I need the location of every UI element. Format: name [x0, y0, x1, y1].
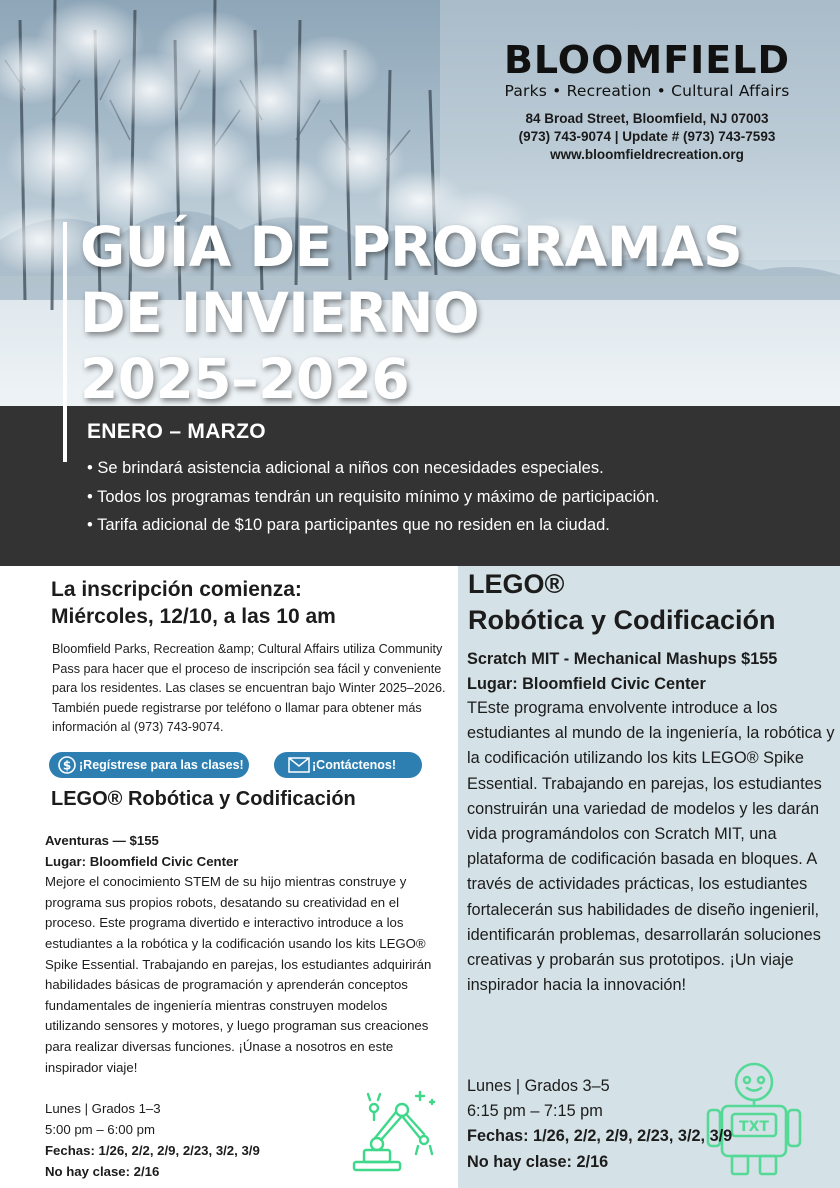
info-bullet: • Tarifa adicional de $10 para participantes que no residen en la ciudad.: [87, 516, 610, 534]
contact-button-label: ¡Contáctenos!: [312, 758, 397, 772]
title-accent-bar: [63, 222, 67, 406]
right-column: [458, 566, 840, 1188]
register-button[interactable]: [49, 752, 249, 778]
brand-address: 84 Broad Street, Bloomfield, NJ 07003: [525, 111, 769, 126]
left-column: [0, 566, 458, 1188]
brand-block: [487, 40, 807, 164]
info-band: [0, 406, 840, 566]
lego-right-location: Lugar: Bloomfield Civic Center: [467, 675, 706, 693]
info-bullets: [87, 454, 659, 540]
brand-phones: (973) 743-9074 | Update # (973) 743-7593: [518, 129, 776, 144]
info-bullet: • Todos los programas tendrán un requisito mínimo y máximo de participación.: [87, 487, 660, 506]
lego-right-time: 6:15 pm – 7:15 pm: [467, 1102, 603, 1121]
lego-right-program: Scratch MIT - Mechanical Mashups $155: [467, 650, 778, 668]
hero-banner: [0, 0, 840, 406]
brand-name: BLOOMFIELD: [503, 38, 791, 82]
dollar-coin-icon: [57, 755, 77, 775]
lego-right-title: [468, 566, 776, 638]
brand-website[interactable]: www.bloomfieldrecreation.org: [550, 147, 744, 162]
lego-left-days: Lunes | Grados 1–3: [45, 1101, 161, 1116]
lego-left-no-class: No hay clase: 2/16: [45, 1164, 160, 1179]
lego-right-days: Lunes | Grados 3–5: [467, 1077, 610, 1095]
lego-left-title: LEGO® Robótica y Codificación: [51, 788, 356, 810]
page-title: [80, 214, 780, 406]
info-bullet: • Se brindará asistencia adicional a niños con necesidades especiales.: [87, 459, 604, 477]
brand-subtitle: Parks • Recreation • Cultural Affairs: [504, 82, 790, 100]
lego-right-no-class: No hay clase: 2/16: [467, 1152, 609, 1171]
title-accent-bar-extension: [63, 406, 67, 462]
registration-heading-line-2: Miércoles, 12/10, a las 10 am: [51, 605, 336, 628]
title-line-3: 2025–2026: [80, 347, 410, 406]
lego-right-title-line-2: Robótica y Codificación: [468, 605, 776, 635]
lego-right-dates: Fechas: 1/26, 2/2, 2/9, 2/23, 3/2, 3/9: [467, 1127, 733, 1146]
lego-left-location: Lugar: Bloomfield Civic Center: [45, 853, 239, 869]
envelope-icon: [288, 757, 310, 773]
lego-left-dates: Fechas: 1/26, 2/2, 2/9, 2/23, 3/2, 3/9: [45, 1143, 260, 1158]
robot-arm-icon: [344, 1086, 440, 1178]
lego-right-schedule: [467, 1074, 827, 1175]
svg-text:$: $: [62, 758, 72, 773]
lego-left-program: Aventuras — $155: [45, 833, 159, 848]
register-button-label: ¡Regístrese para las clases!: [79, 758, 244, 772]
lego-left-time: 5:00 pm – 6:00 pm: [45, 1122, 155, 1137]
registration-heading: [51, 576, 336, 630]
robot-screen-text: TXT: [739, 1119, 769, 1135]
lego-right-title-line-1: LEGO®: [468, 569, 565, 599]
lego-right-subheading: [467, 647, 777, 697]
lego-left-details: [45, 831, 445, 1078]
title-line-2: DE INVIERNO: [80, 281, 480, 345]
contact-button[interactable]: [274, 752, 422, 778]
title-line-1: GUÍA DE PROGRAMAS: [80, 215, 743, 279]
season-months: ENERO – MARZO: [87, 420, 266, 443]
registration-text: Bloomfield Parks, Recreation &amp; Cultural Affairs utiliza Community Pass para hacer que el proceso de inscripción sea fácil y conveniente para los residentes. Las clases se encuentran bajo Winter 2025–2026. También puede registrarse por teléfono o llamar para obtener más información al (973) 743-9074.: [52, 642, 446, 735]
registration-heading-line-1: La inscripción comienza:: [51, 578, 302, 601]
lego-left-description: Mejore el conocimiento STEM de su hijo mientras construye y programa sus propios robots, desatando su creatividad en el proceso. Este programa divertido e interactivo introduce a los estudiantes a la robótica y la codificación usando los kits LEGO® Spike Essential. Trabajando en parejas, los estudiantes adquirirán habilidades básicas de programación y aprenderán conceptos fundamentales de ingeniería mientras construyen modelos utilizando sensores y motores, y luego programan sus creaciones para realizar diversas funciones. ¡Únase a nosotros en este inspirador viaje!: [45, 874, 432, 1075]
lego-right-description: TEste programa envolvente introduce a los estudiantes al mundo de la ingeniería, la robótica y la codificación utilizando los kits LEGO® Spike Essential. Trabajando en parejas, los estudiantes construirán una variedad de modelos y les darán vida programándolos con Scratch MIT, una plataforma de codificación basada en bloques. A través de actividades prácticas, los estudiantes fortalecerán sus habilidades de diseño ingenieril, identificarán problemas, desarrollarán soluciones creativas y probarán sus prototipos. ¡Un viaje inspirador hacia la innovación!: [467, 699, 835, 995]
lego-left-schedule: [45, 1098, 365, 1182]
